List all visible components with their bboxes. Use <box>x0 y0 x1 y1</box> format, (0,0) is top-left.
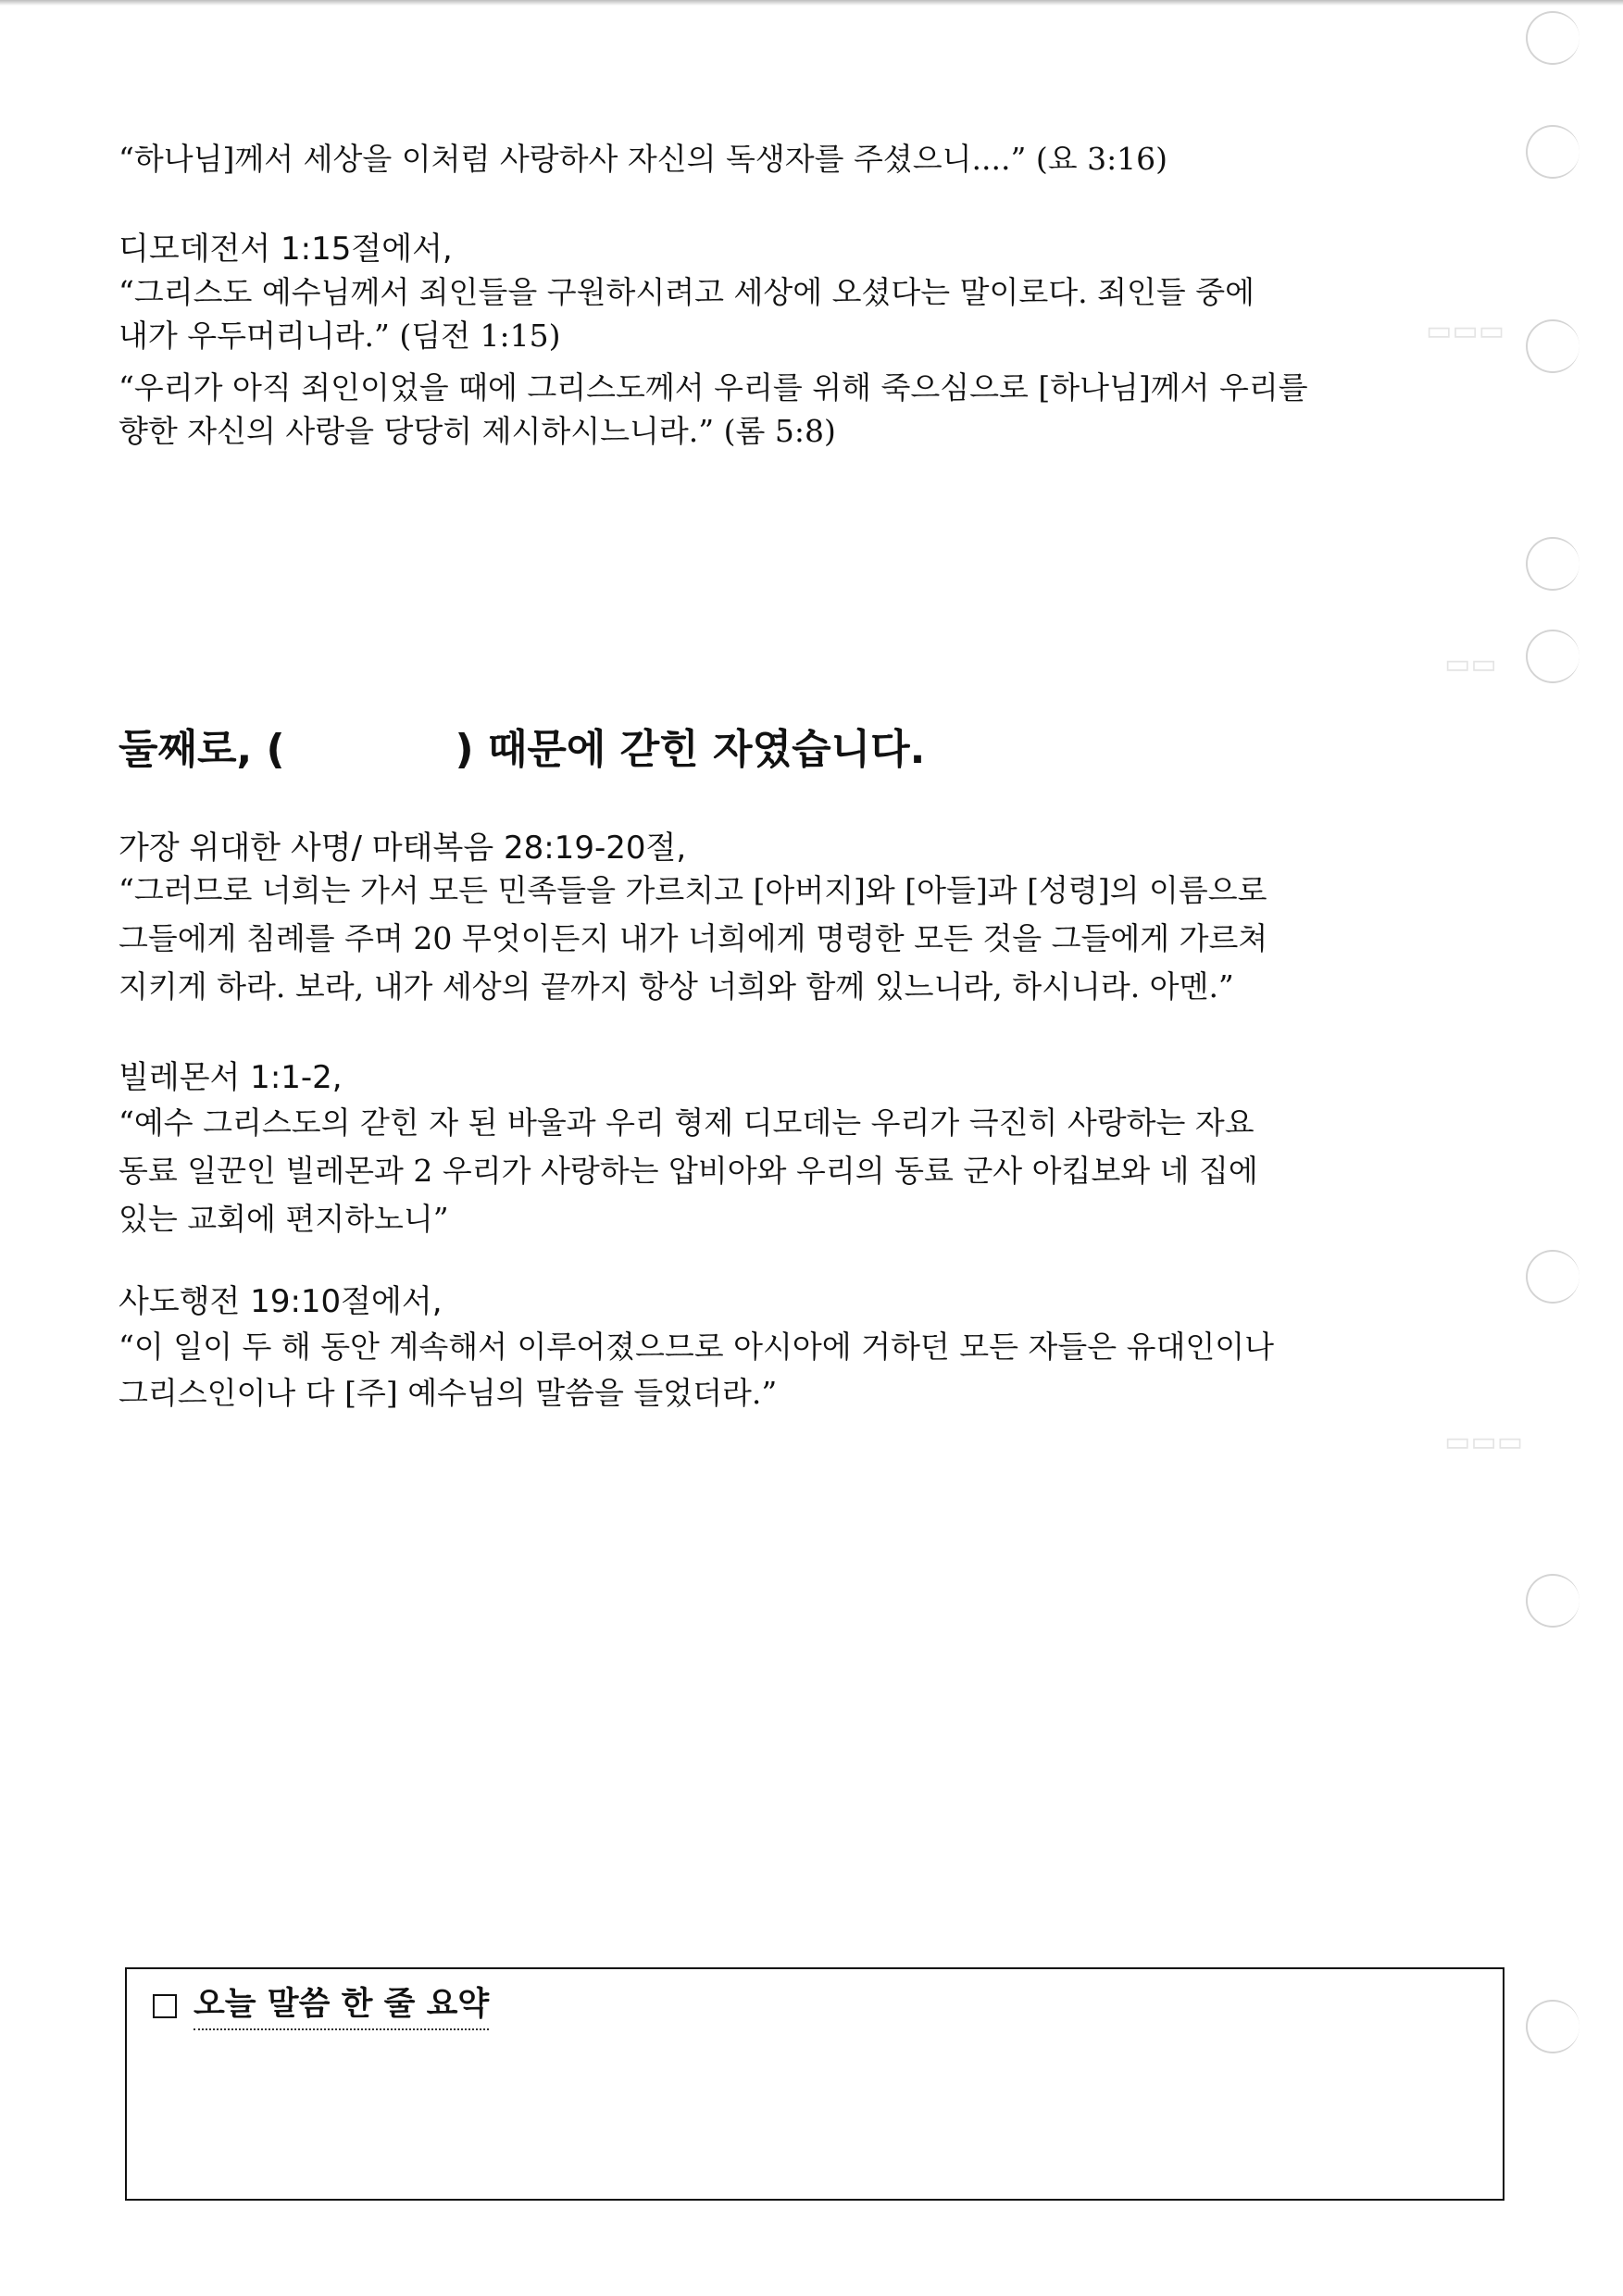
punch-hole <box>1526 11 1579 65</box>
acts-reference: 사도행전 19:10절에서, <box>119 1283 443 1320</box>
timothy-reference: 디모데전서 1:15절에서, <box>119 231 453 268</box>
punch-hole <box>1526 125 1579 179</box>
summary-title <box>153 1982 489 2030</box>
commission-quote-line-2: 그들에게 침례를 주며 20 무엇이든지 내가 너희에게 명령한 모든 것을 그들에게 가르쳐 <box>119 920 1268 956</box>
section-heading: 둘째로, ( ) 때문에 갇힌 자였습니다. <box>119 726 926 773</box>
punch-hole <box>1526 537 1579 591</box>
philemon-quote-line-1: “예수 그리스도의 갇힌 자 된 바울과 우리 형제 디모데는 우리가 극진히 사랑하는 자요 <box>119 1104 1255 1141</box>
john-3-16-quote: “하나님]께서 세상을 이처럼 사랑하사 자신의 독생자를 주셨으니....” (요 3:16) <box>119 141 1168 177</box>
commission-quote-line-1: “그러므로 너희는 가서 모든 민족들을 가르치고 [아버지]와 [아들]과 [성령]의 이름으로 <box>119 872 1267 908</box>
summary-box[interactable] <box>125 1967 1504 2201</box>
summary-label: 오늘 말씀 한 줄 요약 <box>194 1982 489 2030</box>
punch-hole <box>1526 2000 1579 2053</box>
philemon-quote-line-3: 있는 교회에 편지하노니” <box>119 1201 449 1237</box>
romans-quote-line-1: “우리가 아직 죄인이었을 때에 그리스도께서 우리를 위해 죽으심으로 [하나님]께서 우리를 <box>119 369 1308 406</box>
timothy-quote-line-2: 내가 우두머리니라.” (딤전 1:15) <box>119 318 561 354</box>
commission-quote-line-3: 지키게 하라. 보라, 내가 세상의 끝까지 항상 너희와 함께 있느니라, 하시니라. 아멘.” <box>119 968 1234 1004</box>
checkbox-icon[interactable] <box>153 1994 177 2018</box>
romans-quote-line-2: 향한 자신의 사랑을 당당히 제시하시느니라.” (롬 5:8) <box>119 413 836 449</box>
philemon-quote-line-2: 동료 일꾼인 빌레몬과 2 우리가 사랑하는 압비아와 우리의 동료 군사 아킵보와 네 집에 <box>119 1153 1258 1189</box>
bleed-through-mark: ▭▭▭ <box>1444 1426 1524 1458</box>
bleed-through-mark: ▭▭▭ <box>1426 315 1505 347</box>
punch-hole <box>1526 1574 1579 1628</box>
punch-hole <box>1526 319 1579 373</box>
punch-hole <box>1526 1250 1579 1304</box>
acts-quote-line-2: 그리스인이나 다 [주] 예수님의 말씀을 들었더라.” <box>119 1375 778 1411</box>
commission-reference: 가장 위대한 사명/ 마태복음 28:19-20절, <box>119 830 687 867</box>
scan-edge <box>0 0 1623 6</box>
punch-hole <box>1526 630 1579 683</box>
bleed-through-mark: ▭▭ <box>1444 648 1497 680</box>
acts-quote-line-1: “이 일이 두 해 동안 계속해서 이루어졌으므로 아시아에 거하던 모든 자들은 유대인이나 <box>119 1329 1274 1365</box>
timothy-quote-line-1: “그리스도 예수님께서 죄인들을 구원하시려고 세상에 오셨다는 말이로다. 죄인들 중에 <box>119 274 1255 310</box>
philemon-reference: 빌레몬서 1:1-2, <box>119 1059 343 1096</box>
